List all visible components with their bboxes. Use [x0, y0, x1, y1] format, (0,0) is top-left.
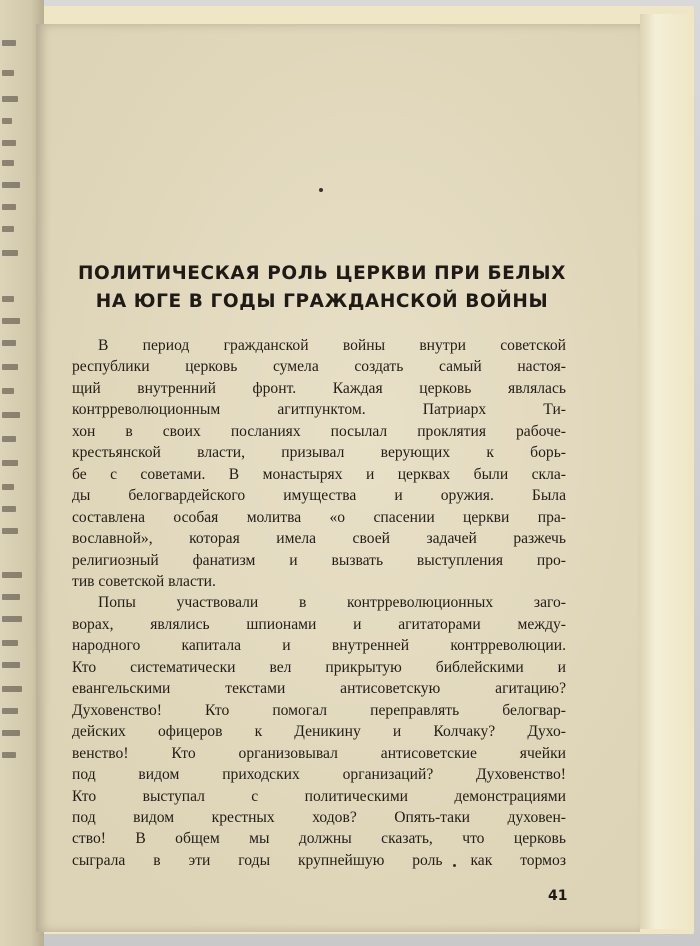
- heading-line-1: ПОЛИТИЧЕСКАЯ РОЛЬ ЦЕРКВИ ПРИ БЕЛЫХ: [77, 263, 567, 284]
- text-line: крестьянской власти, призывал верующих к борь-: [72, 444, 566, 462]
- text-line: Попы участвовали в контрреволюционных заго-: [98, 594, 566, 612]
- text-line: щий внутренний фронт. Каждая церковь являлась: [72, 379, 566, 397]
- text-line: ворах, являлись шпионами и агитаторами между-: [72, 615, 566, 633]
- text-line: вославной», которая имела своей задачей разжечь: [72, 530, 566, 548]
- text-line: Кто выступал с политическими демонстрациями: [72, 787, 566, 805]
- text-line: религиозный фанатизм и вызвать выступления про-: [72, 551, 566, 569]
- text-line: хон в своих посланиях посылал проклятия рабоче-: [72, 422, 566, 440]
- text-line: составлена особая молитва «о спасении церкви пра-: [72, 508, 566, 526]
- text-line: евангельскими текстами антисоветскую агитацию?: [72, 680, 566, 698]
- text-line: сыграла в эти годы крупнейшую роль как тормоз: [72, 851, 566, 869]
- text-line: народного капитала и внутренней контрреволюции.: [72, 637, 566, 655]
- text-line: бе с советами. В монастырях и церквах были скла-: [72, 465, 566, 483]
- page-edges-stack: [640, 14, 692, 929]
- chapter-heading: [72, 260, 572, 316]
- heading-line-2: НА ЮГЕ В ГОДЫ ГРАЖДАНСКОЙ ВОЙНЫ: [95, 291, 549, 312]
- text-line: республики церковь сумела создать самый настоя-: [72, 358, 566, 376]
- print-speck: [319, 188, 323, 192]
- text-line: тив советской власти.: [72, 572, 216, 590]
- text-line: под видом приходских организаций? Духовенство!: [72, 766, 566, 784]
- page-number: 41: [548, 888, 568, 904]
- text-line: под видом крестных ходов? Опять-таки духовен-: [72, 808, 566, 826]
- text-line: дейских офицеров к Деникину и Колчаку? Духо-: [72, 723, 566, 741]
- text-line: В период гражданской войны внутри советской: [98, 337, 566, 354]
- text-line: Духовенство! Кто помогал переправлять белогвар-: [72, 701, 566, 719]
- text-line: контрреволюционным агитпунктом. Патриарх Ти-: [72, 401, 566, 419]
- text-line: венство! Кто организовывал антисоветские ячейки: [72, 744, 566, 762]
- book-page: [36, 24, 640, 932]
- body-text: [72, 335, 566, 871]
- text-line: ды белогвардейского имущества и оружия. Была: [72, 487, 566, 505]
- text-line: ство! В общем мы должны сказать, что церковь: [72, 830, 566, 848]
- text-line: Кто систематически вел прикрытую библейскими и: [72, 658, 566, 676]
